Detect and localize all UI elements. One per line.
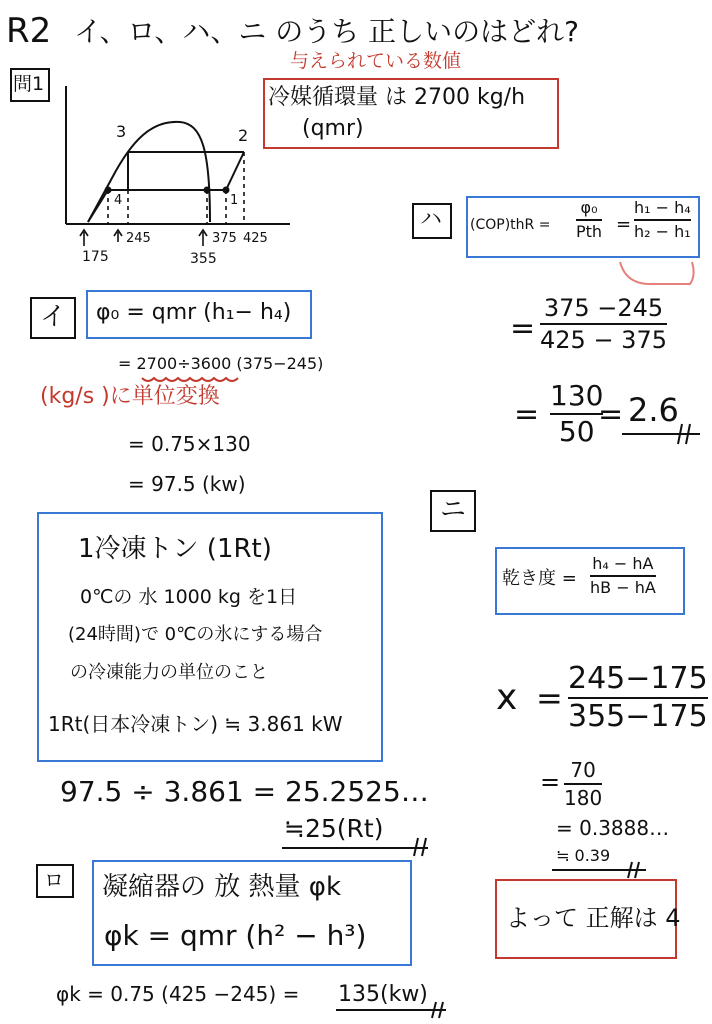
i-step3: = 97.5 (kw) (128, 472, 246, 496)
ha-label: ハ (420, 207, 443, 232)
ro-calc: φk = 0.75 (425 −245) = (56, 982, 300, 1006)
ni-step1-num: 245−175 (568, 661, 708, 696)
ha-frac1-den: Pth (576, 222, 603, 241)
rt-title: 1冷凍トン (1Rt) (78, 534, 272, 564)
ha-step2-eq: = (514, 397, 540, 432)
ha-formula-lhs: (COP)thR = (470, 217, 551, 233)
ha-frac1-num: φ₀ (580, 198, 598, 217)
given-note: 与えられている数値 (290, 50, 462, 72)
ni-label: ニ (440, 495, 467, 525)
question-text: イ、ロ、ハ、ニ のうち 正しいのはどれ? (74, 15, 580, 48)
ni-formula-num: h₄ − hA (592, 554, 654, 573)
ni-step2-num: 70 (570, 758, 596, 782)
ha-step2-num: 130 (550, 379, 604, 412)
rt-line4: 1Rt(日本冷凍トン) ≒ 3.861 kW (48, 712, 343, 736)
i-label: イ (40, 302, 67, 332)
ro-label: ロ (44, 868, 64, 892)
answer-text: よって 正解は 4 (506, 904, 681, 932)
point-1-label: 1 (230, 193, 239, 208)
ni-x: x (496, 677, 518, 718)
ha-result: 2.6 (628, 391, 679, 429)
point-2-label: 2 (238, 126, 249, 145)
rt-line1: 0℃の 水 1000 kg を1日 (80, 586, 298, 608)
ro-formula: φk = qmr (h² − h³) (104, 919, 367, 952)
given-line1: 冷媒循環量 は 2700 kg/h (268, 85, 526, 110)
ni-formula-den: hB − hA (590, 578, 656, 597)
ha-step1-den: 425 − 375 (540, 326, 667, 354)
ha-frac2-num: h₁ − h₄ (634, 198, 691, 217)
ha-frac2-den: h₂ − h₁ (634, 222, 691, 241)
ni-step3: = 0.3888… (556, 816, 670, 840)
axis-value-355: 355 (190, 251, 217, 267)
ni-step1-eq: = (536, 679, 563, 717)
point-3-label: 3 (116, 122, 127, 141)
point-4-label: 4 (114, 193, 123, 208)
ha-equals: = (616, 214, 632, 235)
problem-id: R2 (6, 11, 52, 51)
ni-step2-den: 180 (564, 786, 603, 810)
i-conversion-note: (kg/s )に単位変換 (40, 384, 220, 409)
ha-step3-eq: = (598, 397, 624, 432)
mondai-label: 問1 (13, 73, 45, 95)
axis-value-245: 245 (126, 231, 151, 246)
ro-result: 135(kw) (338, 982, 428, 1007)
rt-line3: の冷凍能力の単位のこと (70, 662, 268, 683)
ro-title: 凝縮器の 放 熱量 φk (102, 872, 342, 902)
ha-step1-eq: = (510, 311, 536, 346)
ni-step4: ≒ 0.39 (556, 846, 611, 865)
i-step1: = 2700÷3600 (375−245) (118, 354, 324, 373)
ni-step2-eq: = (540, 768, 561, 796)
ni-step1-den: 355−175 (568, 699, 708, 734)
ni-formula-lhs: 乾き度 = (502, 568, 577, 589)
axis-value-375: 375 (212, 231, 237, 246)
rt-line2: (24時間)で 0℃の氷にする場合 (68, 624, 323, 645)
rt-calc-line2: ≒25(Rt) (284, 814, 384, 843)
axis-value-175: 175 (82, 249, 109, 265)
axis-value-425: 425 (243, 231, 268, 246)
given-line2: (qmr) (302, 116, 364, 141)
i-formula: φ₀ = qmr (h₁− h₄) (96, 300, 292, 325)
rt-calc-line1: 97.5 ÷ 3.861 = 25.2525… (60, 775, 429, 808)
ha-step1-num: 375 −245 (543, 294, 664, 322)
i-step2: = 0.75×130 (128, 432, 251, 456)
ha-step2-den: 50 (558, 415, 595, 448)
